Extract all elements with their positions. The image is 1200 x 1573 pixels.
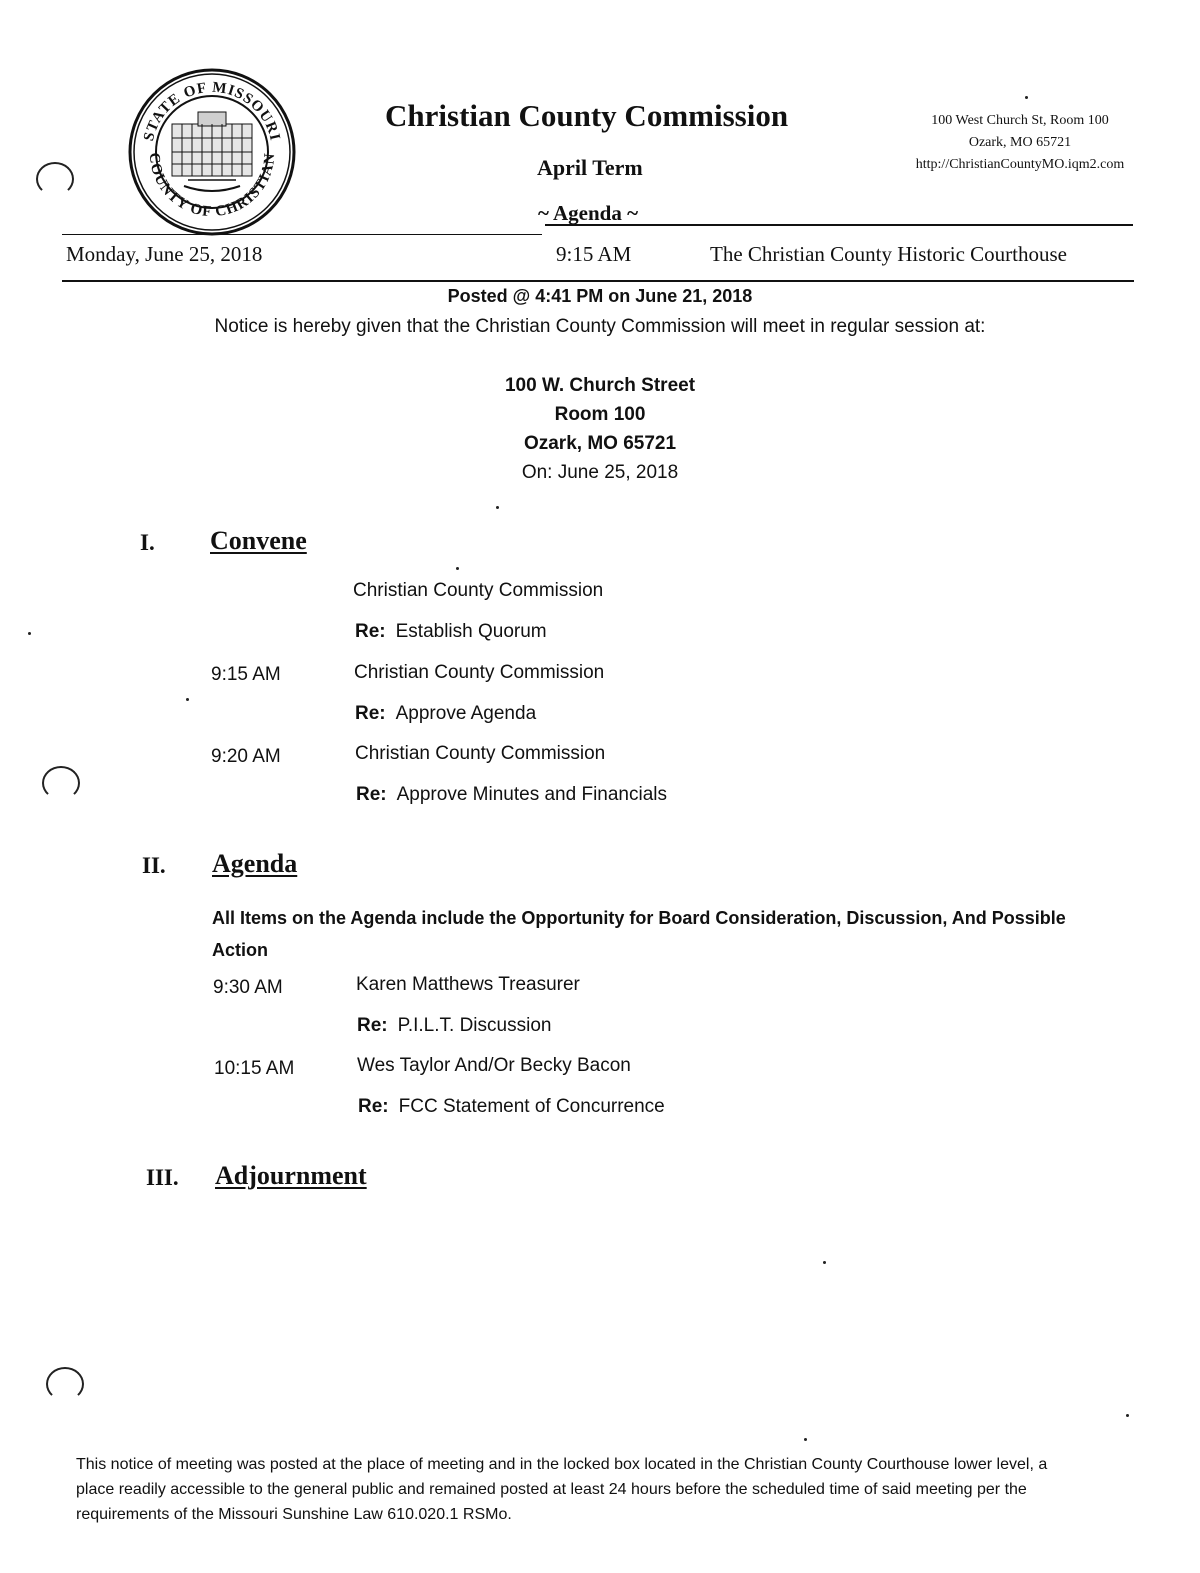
agenda-item-re: [355, 621, 547, 643]
re-label: Re:: [358, 1096, 389, 1117]
notice-text: Notice is hereby given that the Christian County Commission will meet in regular session at:: [214, 316, 986, 337]
scan-speck: [28, 632, 31, 635]
punch-hole-middle: [42, 766, 80, 800]
header-rule-top: [545, 224, 1133, 226]
re-label: Re:: [355, 703, 386, 724]
re-text: FCC Statement of Concurrence: [398, 1096, 665, 1117]
re-text: Approve Agenda: [395, 703, 537, 724]
meeting-time: 9:15 AM: [556, 242, 632, 266]
agenda-item-who: Wes Taylor And/Or Becky Bacon: [357, 1055, 631, 1076]
scan-speck: [1126, 1414, 1129, 1417]
re-text: P.I.L.T. Discussion: [397, 1015, 552, 1036]
agenda-item-re: [356, 784, 667, 806]
svg-text:COUNTY OF CHRISTIAN: COUNTY OF CHRISTIAN: [145, 152, 279, 221]
agenda-heading: ~ Agenda ~: [538, 201, 639, 225]
svg-text:STATE OF MISSOURI: STATE OF MISSOURI: [141, 79, 283, 143]
agenda-item-time: 10:15 AM: [214, 1058, 295, 1079]
address-line-1: 100 West Church St, Room 100: [931, 113, 1109, 128]
posted-timestamp: Posted @ 4:41 PM on June 21, 2018: [447, 286, 753, 306]
scan-speck: [804, 1438, 807, 1441]
meeting-date: Monday, June 25, 2018: [66, 242, 263, 266]
address-line-2: Ozark, MO 65721: [968, 135, 1072, 150]
section-title-agenda: Agenda: [212, 849, 298, 878]
header-rule-left: [62, 234, 542, 235]
posting-notice-footer: This notice of meeting was posted at the place of meeting and in the locked box located in the Christian County Courthouse lower level, a place readily accessible to the general public and remained posted at least 24 hours before the scheduled time of said meeting per the requirements of the Missouri Sunshine Law 610.020.1 RSMo.: [76, 1456, 1048, 1523]
punch-hole-bottom: [46, 1367, 84, 1401]
county-seal-logo: [128, 68, 296, 236]
scan-speck: [823, 1261, 826, 1264]
agenda-item-re: [358, 1096, 665, 1118]
agenda-item-time: 9:30 AM: [213, 977, 283, 998]
website-link[interactable]: http://ChristianCountyMO.iqm2.com: [915, 157, 1125, 172]
agenda-item-re: [357, 1015, 551, 1037]
location-room: Room 100: [554, 404, 646, 425]
agenda-item-time: 9:15 AM: [211, 664, 281, 685]
re-text: Approve Minutes and Financials: [396, 784, 667, 805]
scan-speck: [496, 506, 499, 509]
location-date: On: June 25, 2018: [521, 462, 679, 483]
section-title-adjournment: Adjournment: [215, 1161, 367, 1190]
scan-speck: [186, 698, 189, 701]
punch-hole-top: [36, 162, 74, 196]
scan-speck: [1025, 96, 1028, 99]
location-street: 100 W. Church Street: [504, 375, 696, 396]
agenda-note: All Items on the Agenda include the Opportunity for Board Consideration, Discussion, And Possible Action: [212, 908, 1066, 960]
section-number: I.: [140, 530, 155, 555]
re-text: Establish Quorum: [395, 621, 547, 642]
agenda-item-re: [355, 703, 536, 725]
agenda-item-who: Christian County Commission: [353, 580, 604, 601]
re-label: Re:: [357, 1015, 388, 1036]
section-number: III.: [146, 1165, 179, 1190]
section-title-convene: Convene: [210, 526, 307, 555]
meeting-place: The Christian County Historic Courthouse: [710, 242, 1067, 266]
re-label: Re:: [356, 784, 387, 805]
header-rule-bottom: [62, 280, 1134, 282]
agenda-item-time: 9:20 AM: [211, 746, 281, 767]
meeting-location: [0, 371, 1200, 487]
scan-speck: [456, 567, 459, 570]
commission-address: [880, 110, 1160, 176]
re-label: Re:: [355, 621, 386, 642]
agenda-item-who: Christian County Commission: [355, 743, 606, 764]
agenda-item-who: Karen Matthews Treasurer: [356, 974, 580, 995]
agenda-item-who: Christian County Commission: [354, 662, 605, 683]
commission-title: Christian County Commission: [385, 98, 789, 133]
term-label: April Term: [537, 155, 643, 180]
section-number: II.: [142, 853, 166, 878]
location-city: Ozark, MO 65721: [523, 433, 677, 454]
